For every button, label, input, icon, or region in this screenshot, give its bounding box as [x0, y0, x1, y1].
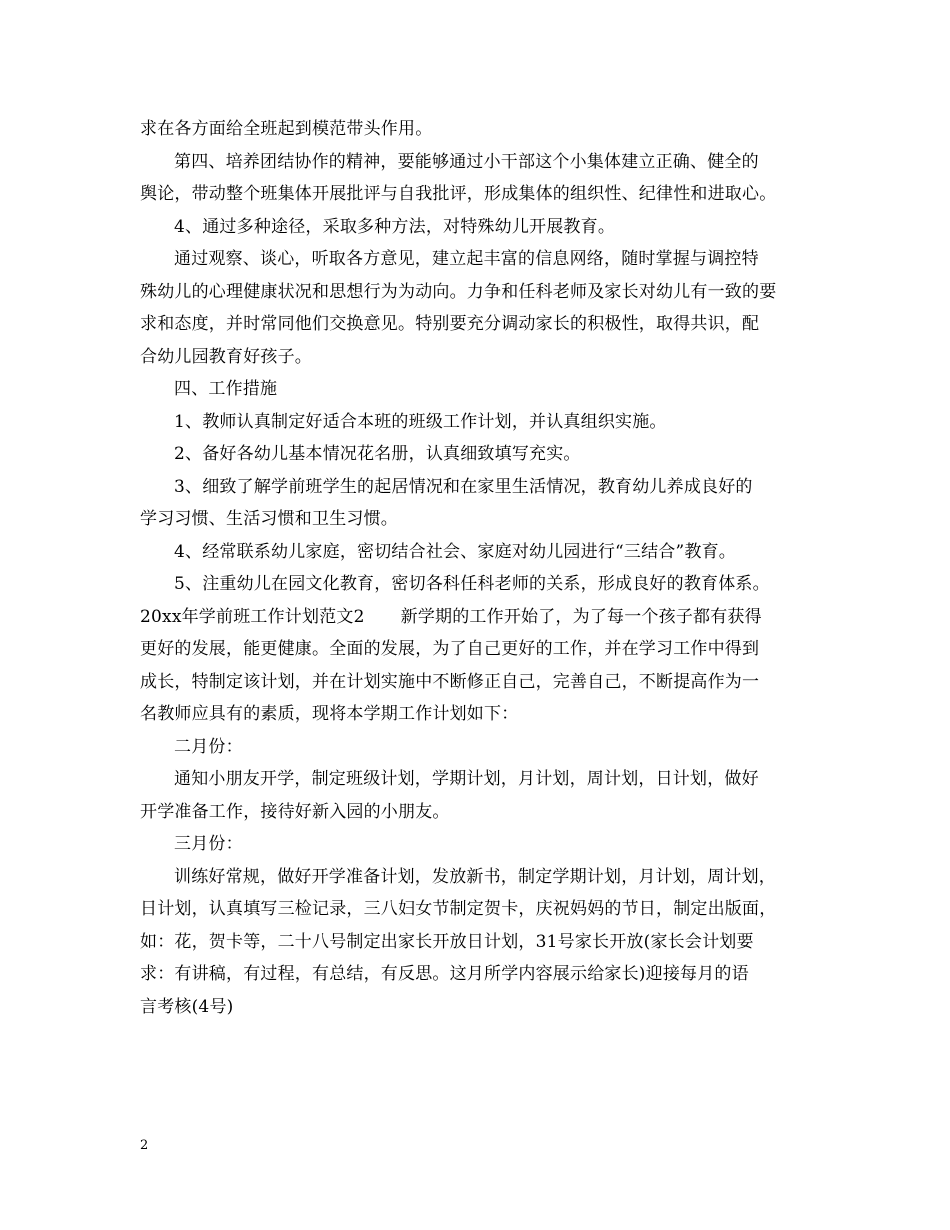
paragraph-line — [140, 601, 820, 634]
month-heading: 三月份： — [174, 834, 243, 854]
paragraph-line: 2、备好各幼儿基本情况花名册，认真细致填写充实。 — [174, 444, 581, 464]
paragraph-line: 1、教师认真制定好适合本班的班级工作计划，并认真组织实施。 — [174, 411, 667, 432]
paragraph-line: 4、经常联系幼儿家庭，密切结合社会、家庭对幼儿园进行“三结合”教育。 — [174, 541, 736, 562]
paragraph-line: 3、细致了解学前班学生的起居情况和在家里生活情况，教育幼儿养成良好的 — [174, 476, 753, 497]
month-heading: 二月份： — [174, 736, 243, 757]
paragraph-line: 名教师应具有的素质，现将本学期工作计划如下： — [140, 704, 519, 724]
paragraph-line: 4、通过多种途径，采取多种方法，对特殊幼儿开展教育。 — [174, 216, 616, 237]
paragraph-line: 训练好常规，做好开学准备计划，发放新书，制定学期计划，月计划，周计划， — [174, 866, 776, 887]
page-number: 2 — [140, 1138, 149, 1153]
paragraph-line: 日计划，认真填写三检记录，三八妇女节制定贺卡，庆祝妈妈的节日，制定出版面， — [140, 899, 777, 919]
paragraph-line: 开学准备工作，接待好新入园的小朋友。 — [140, 801, 450, 822]
paragraph-line: 求在各方面给全班起到模范带头作用。 — [140, 119, 433, 139]
paragraph-line: 合幼儿园教育好孩子。 — [140, 346, 312, 367]
paragraph-line: 求：有讲稿，有过程，有总结，有反思。这月所学内容展示给家长)迎接每月的语 — [140, 964, 749, 984]
article-title: 20xx年学前班工作计划范文2 — [140, 606, 365, 627]
paragraph-line: 舆论，带动整个班集体开展批评与自我批评，形成集体的组织性、纪律性和进取心。 — [140, 184, 777, 204]
paragraph-line: 言考核(4号) — [140, 996, 234, 1017]
paragraph-line: 通知小朋友开学，制定班级计划，学期计划，月计划，周计划，日计划，做好 — [174, 769, 759, 789]
paragraph-line: 更好的发展，能更健康。全面的发展，为了自己更好的工作，并在学习工作中得到 — [140, 639, 760, 659]
paragraph-line: 殊幼儿的心理健康状况和思想行为为动向。力争和任科老师及家长对幼儿有一致的要 — [140, 281, 777, 302]
paragraph-line: 学习习惯、生活习惯和卫生习惯。 — [140, 509, 398, 529]
intro-text: 新学期的工作开始了，为了每一个孩子都有获得 — [400, 606, 762, 627]
document-body — [140, 113, 820, 1023]
section-heading: 四、工作措施 — [174, 379, 278, 399]
paragraph-line: 成长，特制定该计划，并在计划实施中不断修正自己，完善自己，不断提高作为一 — [140, 671, 760, 692]
paragraph-line: 5、注重幼儿在园文化教育，密切各科任科老师的关系，形成良好的教育体系。 — [174, 574, 770, 594]
paragraph-line: 第四、培养团结协作的精神，要能够通过小干部这个小集体建立正确、健全的 — [174, 151, 759, 172]
paragraph-line: 通过观察、谈心，听取各方意见，建立起丰富的信息网络，随时掌握与调控特 — [174, 249, 759, 269]
paragraph-line: 求和态度，并时常同他们交换意见。特别要充分调动家长的积极性，取得共识，配 — [140, 314, 760, 334]
paragraph-line: 如：花，贺卡等，二十八号制定出家长开放日计划，31号家长开放(家长会计划要 — [140, 931, 754, 952]
